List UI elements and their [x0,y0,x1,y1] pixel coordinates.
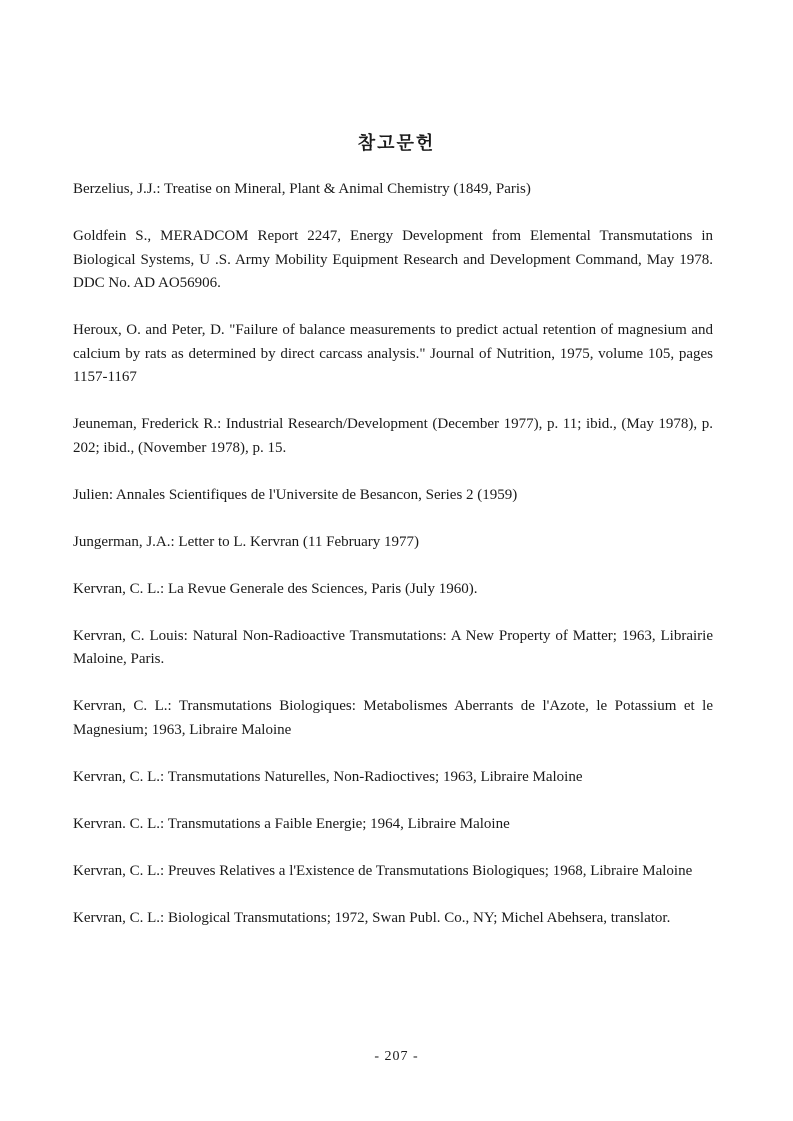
page-title: 참고문헌 [357,133,436,154]
page-number: - 207 - [374,1049,419,1064]
reference-item: Kervran. C. L.: Transmutations a Faible Energie; 1964, Libraire Maloine [73,815,510,832]
reference-list [73,178,713,954]
reference-item: Kervran, C. L.: Transmutations Naturelles, Non-Radioctives; 1963, Libraire Maloine [73,768,583,785]
reference-item: Jungerman, J.A.: Letter to L. Kervran (11 February 1977) [73,533,420,550]
reference-item: Kervran, C. L.: Biological Transmutations; 1972, Swan Publ. Co., NY; Michel Abehsera, translator. [73,909,671,926]
reference-item: Berzelius, J.J.: Treatise on Mineral, Plant & Animal Chemistry (1849, Paris) [73,181,531,197]
reference-item: Kervran, C. L.: Preuves Relatives a l'Existence de Transmutations Biologiques; 1968, Libraire Maloine [73,862,693,879]
reference-item: Jeuneman, Frederick R.: Industrial Research/Development (December 1977), p. 11; ibid., (May 1978), p. 202; ibid., (November 1978), p. 15. [73,416,713,456]
reference-item: Kervran, C. L.: Transmutations Biologiques: Metabolismes Aberrants de l'Azote, le Potassium et le Magnesium; 1963, Libraire Maloine [73,698,713,738]
reference-item: Julien: Annales Scientifiques de l'Universite de Besancon, Series 2 (1959) [73,486,518,503]
reference-item: Kervran, C. Louis: Natural Non-Radioactive Transmutations: A New Property of Matter; 1963, Librairie Maloine, Paris. [73,627,713,667]
reference-item: Heroux, O. and Peter, D. "Failure of balance measurements to predict actual retention of magnesium and calcium by rats as determined by direct carcass analysis." Journal of Nutrition, 1975, volume 105, pages 1157-1167 [73,322,713,385]
reference-item: Kervran, C. L.: La Revue Generale des Sciences, Paris (July 1960). [73,580,478,597]
reference-item: Goldfein S., MERADCOM Report 2247, Energy Development from Elemental Transmutations in Biological Systems, U .S. Army Mobility Equipment Research and Development Command, May 1978. DDC No. AD AO56906. [73,228,713,291]
